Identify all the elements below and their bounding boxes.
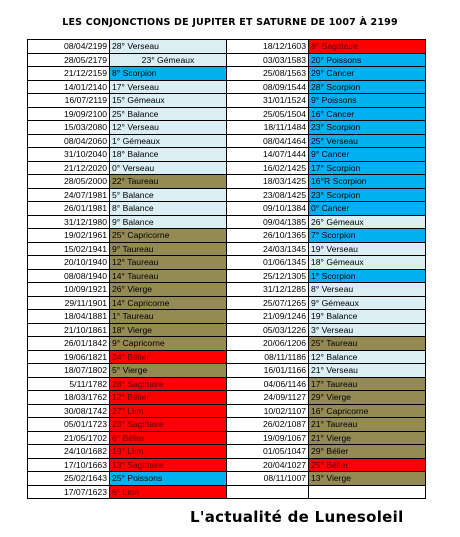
- date-cell: 16/07/2119: [28, 94, 110, 108]
- date-cell: [227, 485, 309, 499]
- date-cell: 26/01/1981: [28, 202, 110, 216]
- table-row: [28, 418, 426, 432]
- date-cell: 21/12/2020: [28, 161, 110, 175]
- footer-signature: L'actualité de Lunesoleil: [190, 508, 404, 526]
- table-row: [28, 94, 426, 108]
- table-row: [28, 431, 426, 445]
- date-cell: 25/02/1643: [28, 472, 110, 486]
- position-cell: 28° Verseau: [110, 40, 227, 54]
- table-row: [28, 377, 426, 391]
- date-cell: 26/02/1087: [227, 418, 309, 432]
- table-row: [28, 188, 426, 202]
- position-cell: 7° Scorpion: [309, 229, 426, 243]
- position-cell: 25° Poissons: [110, 472, 227, 486]
- position-cell: 20° Poissons: [309, 53, 426, 67]
- table-row: [28, 121, 426, 135]
- position-cell: 27° Lion: [110, 404, 227, 418]
- position-cell: 16°R Scorpion: [309, 175, 426, 189]
- position-cell: [309, 485, 426, 499]
- table-row: [28, 391, 426, 405]
- position-cell: 23° Scorpion: [309, 121, 426, 135]
- table-row: [28, 215, 426, 229]
- position-cell: 6° Lion: [110, 485, 227, 499]
- position-cell: 17° Taureau: [309, 377, 426, 391]
- date-cell: 21/10/1861: [28, 323, 110, 337]
- date-cell: 31/12/1980: [28, 215, 110, 229]
- date-cell: 31/01/1524: [227, 94, 309, 108]
- date-cell: 08/04/1464: [227, 134, 309, 148]
- date-cell: 31/12/1285: [227, 283, 309, 297]
- date-cell: 05/01/1723: [28, 418, 110, 432]
- date-cell: 28/05/2179: [28, 53, 110, 67]
- date-cell: 10/02/1107: [227, 404, 309, 418]
- position-cell: 0° Cancer: [309, 202, 426, 216]
- table-row: [28, 107, 426, 121]
- position-cell: 28° Scorpion: [309, 80, 426, 94]
- date-cell: 18/04/1881: [28, 310, 110, 324]
- table-row: [28, 175, 426, 189]
- position-cell: 9° Poissons: [309, 94, 426, 108]
- table-row: [28, 404, 426, 418]
- position-cell: 9° Gémeaux: [309, 296, 426, 310]
- table-row: [28, 472, 426, 486]
- position-cell: 22° Taureau: [110, 175, 227, 189]
- date-cell: 25/12/1305: [227, 269, 309, 283]
- date-cell: 15/02/1941: [28, 242, 110, 256]
- position-cell: 25° Bélier: [309, 458, 426, 472]
- position-cell: 8° Balance: [110, 202, 227, 216]
- table-row: [28, 242, 426, 256]
- date-cell: 18/07/1802: [28, 364, 110, 378]
- date-cell: 17/10/1663: [28, 458, 110, 472]
- date-cell: 08/04/2060: [28, 134, 110, 148]
- date-cell: 09/10/1384: [227, 202, 309, 216]
- table-row: [28, 269, 426, 283]
- date-cell: 28/05/2000: [28, 175, 110, 189]
- position-cell: 5° Vierge: [110, 364, 227, 378]
- position-cell: 12° Bélier: [110, 391, 227, 405]
- date-cell: 19/02/1961: [28, 229, 110, 243]
- date-cell: 04/06/1146: [227, 377, 309, 391]
- position-cell: 23° Scorpion: [309, 188, 426, 202]
- position-cell: 9° Capricorne: [110, 337, 227, 351]
- date-cell: 18/03/1425: [227, 175, 309, 189]
- position-cell: 17° Verseau: [110, 80, 227, 94]
- date-cell: 14/01/2140: [28, 80, 110, 94]
- table-row: [28, 229, 426, 243]
- position-cell: 18° Gémeaux: [309, 256, 426, 270]
- date-cell: 25/05/1504: [227, 107, 309, 121]
- table-row: [28, 364, 426, 378]
- position-cell: 3° Verseau: [309, 323, 426, 337]
- position-cell: 21° Taureau: [309, 418, 426, 432]
- position-cell: 1° Taureau: [110, 310, 227, 324]
- position-cell: 1° Gémeaux: [110, 134, 227, 148]
- date-cell: 19/09/2100: [28, 107, 110, 121]
- table-row: [28, 134, 426, 148]
- date-cell: 08/11/1007: [227, 472, 309, 486]
- position-cell: 19° Verseau: [309, 242, 426, 256]
- table-row: [28, 458, 426, 472]
- position-cell: 25° Taureau: [309, 337, 426, 351]
- date-cell: 21/09/1246: [227, 310, 309, 324]
- position-cell: 8° Sagittaire: [309, 40, 426, 54]
- date-cell: 14/07/1444: [227, 148, 309, 162]
- date-cell: 25/07/1265: [227, 296, 309, 310]
- position-cell: 14° Taureau: [110, 269, 227, 283]
- date-cell: 29/11/1901: [28, 296, 110, 310]
- date-cell: 15/03/2080: [28, 121, 110, 135]
- page-title: LES CONJONCTIONS DE JUPITER ET SATURNE DE 1007 À 2199: [62, 17, 398, 28]
- position-cell: 9° Cancer: [309, 148, 426, 162]
- date-cell: 20/06/1206: [227, 337, 309, 351]
- position-cell: 25° Verseau: [309, 134, 426, 148]
- date-cell: 08/11/1186: [227, 350, 309, 364]
- date-cell: 08/04/2199: [28, 40, 110, 54]
- table-row: [28, 202, 426, 216]
- date-cell: 20/04/1027: [227, 458, 309, 472]
- table-row: [28, 283, 426, 297]
- position-cell: 25° Capricorne: [110, 229, 227, 243]
- position-cell: 9° Balance: [110, 215, 227, 229]
- position-cell: 12° Balance: [309, 350, 426, 364]
- position-cell: 29° Vierge: [309, 391, 426, 405]
- date-cell: 08/09/1544: [227, 80, 309, 94]
- position-cell: 26° Gémeaux: [309, 215, 426, 229]
- position-cell: 12° Taureau: [110, 256, 227, 270]
- position-cell: 18° Vierge: [110, 323, 227, 337]
- position-cell: 15° Gémeaux: [110, 94, 227, 108]
- position-cell: 21° Vierge: [309, 431, 426, 445]
- table-row: [28, 40, 426, 54]
- table-row: [28, 350, 426, 364]
- date-cell: 26/01/1842: [28, 337, 110, 351]
- position-cell: 8° Scorpion: [110, 67, 227, 81]
- table-row: [28, 323, 426, 337]
- date-cell: 24/09/1127: [227, 391, 309, 405]
- table-row: [28, 67, 426, 81]
- position-cell: 28° Sagittaire: [110, 377, 227, 391]
- table-row: [28, 445, 426, 459]
- table-row: [28, 310, 426, 324]
- date-cell: 05/03/1226: [227, 323, 309, 337]
- date-cell: 16/02/1425: [227, 161, 309, 175]
- date-cell: 09/04/1385: [227, 215, 309, 229]
- date-cell: 5/11/1782: [28, 377, 110, 391]
- date-cell: 23/08/1425: [227, 188, 309, 202]
- date-cell: 08/08/1940: [28, 269, 110, 283]
- date-cell: 01/06/1345: [227, 256, 309, 270]
- position-cell: 13° Vierge: [309, 472, 426, 486]
- table-row: [28, 296, 426, 310]
- table-row: [28, 80, 426, 94]
- date-cell: 24/03/1345: [227, 242, 309, 256]
- date-cell: 31/10/2040: [28, 148, 110, 162]
- position-cell: 1° Scorpion: [309, 269, 426, 283]
- date-cell: 24/07/1981: [28, 188, 110, 202]
- table-row: [28, 337, 426, 351]
- position-cell: 23° Sagittaire: [110, 418, 227, 432]
- table-row: [28, 485, 426, 499]
- position-cell: 16° Cancer: [309, 107, 426, 121]
- position-cell: 23° Gémeaux: [110, 53, 227, 67]
- position-cell: 25° Balance: [110, 107, 227, 121]
- position-cell: 21° Verseau: [309, 364, 426, 378]
- position-cell: 19° Balance: [309, 310, 426, 324]
- date-cell: 24/10/1682: [28, 445, 110, 459]
- position-cell: 0° Verseau: [110, 161, 227, 175]
- date-cell: 03/03/1583: [227, 53, 309, 67]
- position-cell: 12° Verseau: [110, 121, 227, 135]
- date-cell: 19/09/1067: [227, 431, 309, 445]
- position-cell: 17° Scorpion: [309, 161, 426, 175]
- table-row: [28, 148, 426, 162]
- position-cell: 18° Balance: [110, 148, 227, 162]
- position-cell: 26° Vierge: [110, 283, 227, 297]
- position-cell: 19° Lion: [110, 445, 227, 459]
- position-cell: 14° Capricorne: [110, 296, 227, 310]
- position-cell: 8° Verseau: [309, 283, 426, 297]
- date-cell: 21/12/2159: [28, 67, 110, 81]
- date-cell: 16/01/1166: [227, 364, 309, 378]
- date-cell: 10/09/1921: [28, 283, 110, 297]
- date-cell: 17/07/1623: [28, 485, 110, 499]
- date-cell: 01/05/1047: [227, 445, 309, 459]
- position-cell: 16° Capricorne: [309, 404, 426, 418]
- date-cell: 25/08/1563: [227, 67, 309, 81]
- date-cell: 19/06/1821: [28, 350, 110, 364]
- position-cell: 5° Balance: [110, 188, 227, 202]
- conjunctions-table: [27, 39, 426, 499]
- position-cell: 6° Bélier: [110, 431, 227, 445]
- date-cell: 18/03/1762: [28, 391, 110, 405]
- date-cell: 21/05/1702: [28, 431, 110, 445]
- table-row: [28, 256, 426, 270]
- date-cell: 18/11/1484: [227, 121, 309, 135]
- table-body: [28, 40, 426, 499]
- table-row: [28, 161, 426, 175]
- date-cell: 18/12/1603: [227, 40, 309, 54]
- position-cell: 29° Cancer: [309, 67, 426, 81]
- position-cell: 9° Taureau: [110, 242, 227, 256]
- table-row: [28, 53, 426, 67]
- position-cell: 24° Bélier: [110, 350, 227, 364]
- date-cell: 26/10/1365: [227, 229, 309, 243]
- position-cell: 29° Bélier: [309, 445, 426, 459]
- date-cell: 20/10/1940: [28, 256, 110, 270]
- position-cell: 13° Sagittaire: [110, 458, 227, 472]
- date-cell: 30/08/1742: [28, 404, 110, 418]
